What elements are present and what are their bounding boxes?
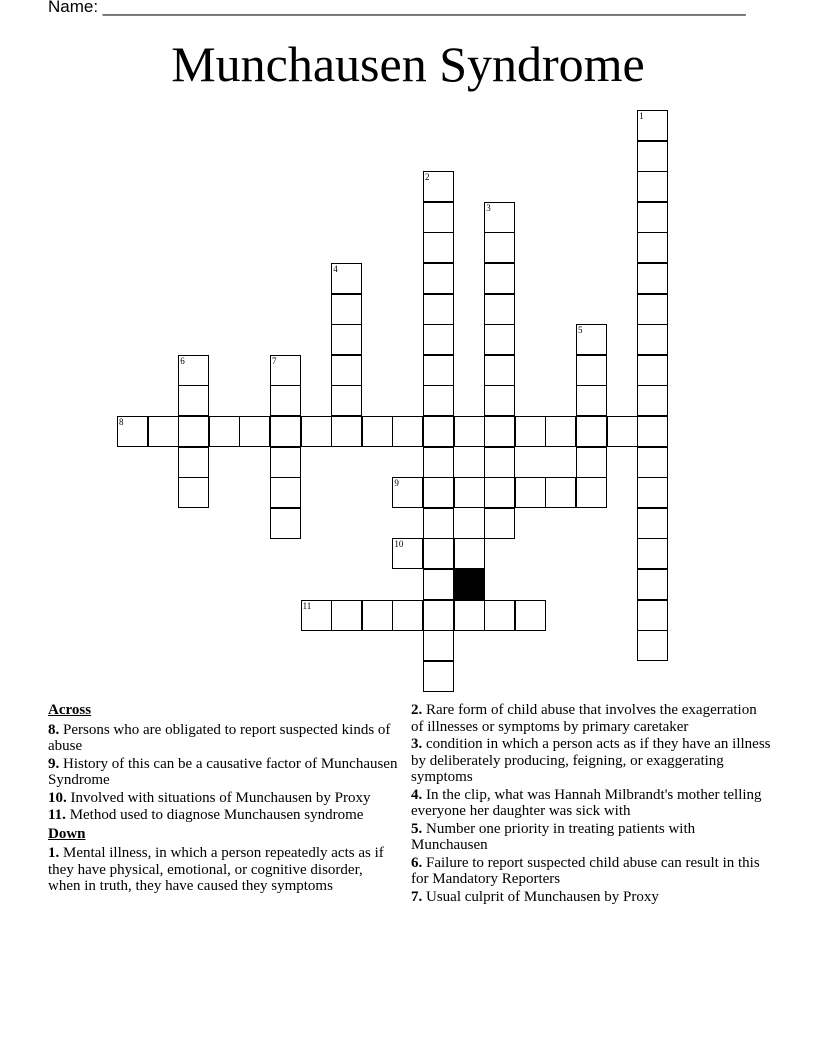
grid-cell[interactable] [178, 416, 209, 447]
grid-cell[interactable] [484, 600, 515, 631]
clue-number: 9 [394, 478, 399, 489]
clue-number-label: 2. [411, 702, 423, 718]
grid-cell[interactable] [484, 477, 515, 508]
grid-cell[interactable] [515, 477, 546, 508]
grid-cell[interactable] [423, 538, 454, 569]
grid-cell[interactable] [392, 477, 423, 508]
grid-cell[interactable] [423, 232, 454, 263]
puzzle-title: Munchausen Syndrome [171, 36, 645, 92]
grid-cell[interactable] [423, 171, 454, 202]
clue-item [48, 722, 398, 755]
clue-text: History of this can be a causative factor of Munchausen Syndrome [48, 755, 398, 788]
grid-cell[interactable] [178, 477, 209, 508]
grid-cell[interactable] [637, 416, 668, 447]
grid-cell[interactable] [576, 447, 607, 478]
grid-cell[interactable] [423, 477, 454, 508]
down-heading: Down [48, 825, 86, 842]
grid-cell[interactable] [454, 538, 485, 569]
grid-cell[interactable] [301, 600, 332, 631]
grid-cell[interactable] [423, 202, 454, 233]
grid-cell[interactable] [484, 355, 515, 386]
clue-number: 2 [425, 172, 430, 183]
grid-cell[interactable] [148, 416, 179, 447]
grid-cell[interactable] [484, 385, 515, 416]
grid-cell[interactable] [301, 416, 332, 447]
grid-cell[interactable] [576, 416, 607, 447]
grid-cell[interactable] [331, 416, 362, 447]
clue-item [411, 855, 771, 888]
grid-cell[interactable] [637, 600, 668, 631]
down-clue-list-right [411, 702, 771, 905]
grid-cell[interactable] [178, 447, 209, 478]
grid-cell[interactable] [484, 294, 515, 325]
grid-cell[interactable] [270, 355, 301, 386]
black-square [454, 569, 485, 600]
grid-cell[interactable] [362, 600, 393, 631]
grid-cell[interactable] [637, 569, 668, 600]
grid-cell[interactable] [331, 324, 362, 355]
grid-cell[interactable] [423, 355, 454, 386]
grid-cell[interactable] [484, 324, 515, 355]
grid-cell[interactable] [331, 385, 362, 416]
grid-cell[interactable] [637, 477, 668, 508]
clues-right-column [411, 702, 771, 906]
grid-cell[interactable] [576, 477, 607, 508]
across-heading: Across [48, 702, 92, 718]
clue-item [411, 889, 771, 906]
grid-cell[interactable] [637, 385, 668, 416]
grid-cell[interactable] [423, 600, 454, 631]
grid-cell[interactable] [331, 600, 362, 631]
grid-cell[interactable] [392, 416, 423, 447]
clue-item [48, 756, 398, 789]
clue-item [411, 787, 771, 820]
grid-cell[interactable] [423, 661, 454, 692]
clue-text: Number one priority in treating patients with Munchausen [411, 820, 696, 853]
grid-cell[interactable] [178, 355, 209, 386]
clue-number: 11 [302, 600, 312, 611]
grid-cell[interactable] [117, 416, 148, 447]
grid-cell[interactable] [484, 263, 515, 294]
grid-cell[interactable] [270, 477, 301, 508]
clue-number-label: 3. [411, 736, 423, 752]
grid-cell[interactable] [423, 294, 454, 325]
grid-cell[interactable] [331, 355, 362, 386]
clue-number-label: 1. [48, 845, 60, 861]
grid-cell[interactable] [423, 447, 454, 478]
grid-cell[interactable] [637, 141, 668, 172]
grid-cell[interactable] [454, 416, 485, 447]
grid-cell[interactable] [331, 263, 362, 294]
clue-number: 6 [180, 355, 185, 366]
grid-cell[interactable] [484, 232, 515, 263]
grid-cell[interactable] [515, 600, 546, 631]
grid-cell[interactable] [423, 508, 454, 539]
grid-cell[interactable] [270, 508, 301, 539]
clue-text: Method used to diagnose Munchausen syndrome [65, 807, 364, 823]
grid-cell[interactable] [637, 263, 668, 294]
clue-number-label: 11. [48, 807, 66, 823]
grid-cell[interactable] [423, 569, 454, 600]
clue-text: condition in which a person acts as if they have an illness by deliberately producing, feigning, or exaggerating symptoms [411, 736, 771, 785]
grid-cell[interactable] [515, 416, 546, 447]
clue-number-label: 9. [48, 755, 60, 772]
grid-cell[interactable] [576, 385, 607, 416]
grid-cell[interactable] [423, 416, 454, 447]
across-clue-list [48, 722, 398, 824]
clue-text: Usual culprit of Munchausen by Proxy [422, 888, 659, 905]
grid-cell[interactable] [270, 416, 301, 447]
clue-item [411, 702, 771, 735]
clue-item [411, 821, 771, 854]
clue-number: 5 [578, 325, 583, 336]
clue-number-label: 7. [411, 888, 423, 905]
clue-text: Mental illness, in which a person repeatedly acts as if they have physical, emotional, or cognitive disorder, when in truth, they have caused they symptoms [48, 845, 384, 894]
grid-cell[interactable] [637, 355, 668, 386]
clue-item [411, 736, 771, 786]
grid-cell[interactable] [484, 416, 515, 447]
grid-cell[interactable] [270, 447, 301, 478]
grid-cell[interactable] [637, 630, 668, 661]
clue-text: Rare form of child abuse that involves the exagerration of illnesses or symptoms by primary caretaker [411, 702, 757, 735]
grid-cell[interactable] [178, 385, 209, 416]
clue-number-label: 10. [48, 789, 67, 806]
grid-cell[interactable] [239, 416, 270, 447]
clue-number-label: 6. [411, 854, 423, 871]
clue-text: Involved with situations of Munchausen by Proxy [66, 789, 371, 806]
grid-cell[interactable] [637, 538, 668, 569]
grid-cell[interactable] [423, 324, 454, 355]
grid-cell[interactable] [637, 171, 668, 202]
clue-item [48, 790, 398, 807]
grid-cell[interactable] [270, 385, 301, 416]
clue-number: 8 [119, 417, 124, 427]
grid-cell[interactable] [637, 508, 668, 539]
grid-cell[interactable] [392, 600, 423, 631]
down-clue-list-left [48, 845, 398, 895]
grid-cell[interactable] [576, 324, 607, 355]
grid-cell[interactable] [423, 630, 454, 661]
grid-cell[interactable] [362, 416, 393, 447]
grid-cell[interactable] [392, 538, 423, 569]
clue-number-label: 8. [48, 721, 60, 738]
clue-text: Failure to report suspected child abuse can result in this for Mandatory Reporters [411, 854, 760, 887]
grid-cell[interactable] [454, 600, 485, 631]
clue-number: 7 [272, 355, 277, 366]
grid-cell[interactable] [637, 110, 668, 141]
clue-number: 1 [639, 111, 644, 121]
clue-text: In the clip, what was Hannah Milbrandt's mother telling everyone her daughter was sick with [411, 786, 762, 819]
grid-cell[interactable] [637, 232, 668, 263]
grid-cell[interactable] [545, 477, 576, 508]
grid-cell[interactable] [637, 324, 668, 355]
clue-number: 4 [333, 264, 338, 274]
clue-item [48, 845, 398, 895]
grid-cell[interactable] [331, 294, 362, 325]
grid-cell[interactable] [423, 263, 454, 294]
clue-number: 3 [486, 202, 491, 213]
name-field-line: Name: ____________________________________________________________________ [48, 0, 746, 16]
grid-cell[interactable] [637, 202, 668, 233]
grid-cell[interactable] [484, 202, 515, 233]
grid-cell[interactable] [484, 447, 515, 478]
clue-number-label: 4. [411, 786, 423, 803]
grid-cell[interactable] [637, 294, 668, 325]
grid-cell[interactable] [607, 416, 638, 447]
grid-cell[interactable] [545, 416, 576, 447]
clues-left-column [48, 702, 398, 896]
grid-cell[interactable] [454, 477, 485, 508]
grid-cell[interactable] [637, 447, 668, 478]
clue-text: Persons who are obligated to report suspected kinds of abuse [48, 721, 391, 754]
grid-cell[interactable] [209, 416, 240, 447]
grid-cell[interactable] [576, 355, 607, 386]
grid-cell[interactable] [484, 508, 515, 539]
grid-cell[interactable] [423, 385, 454, 416]
clue-number-label: 5. [411, 820, 423, 837]
clue-number: 10 [394, 539, 404, 550]
clue-item [48, 807, 398, 824]
